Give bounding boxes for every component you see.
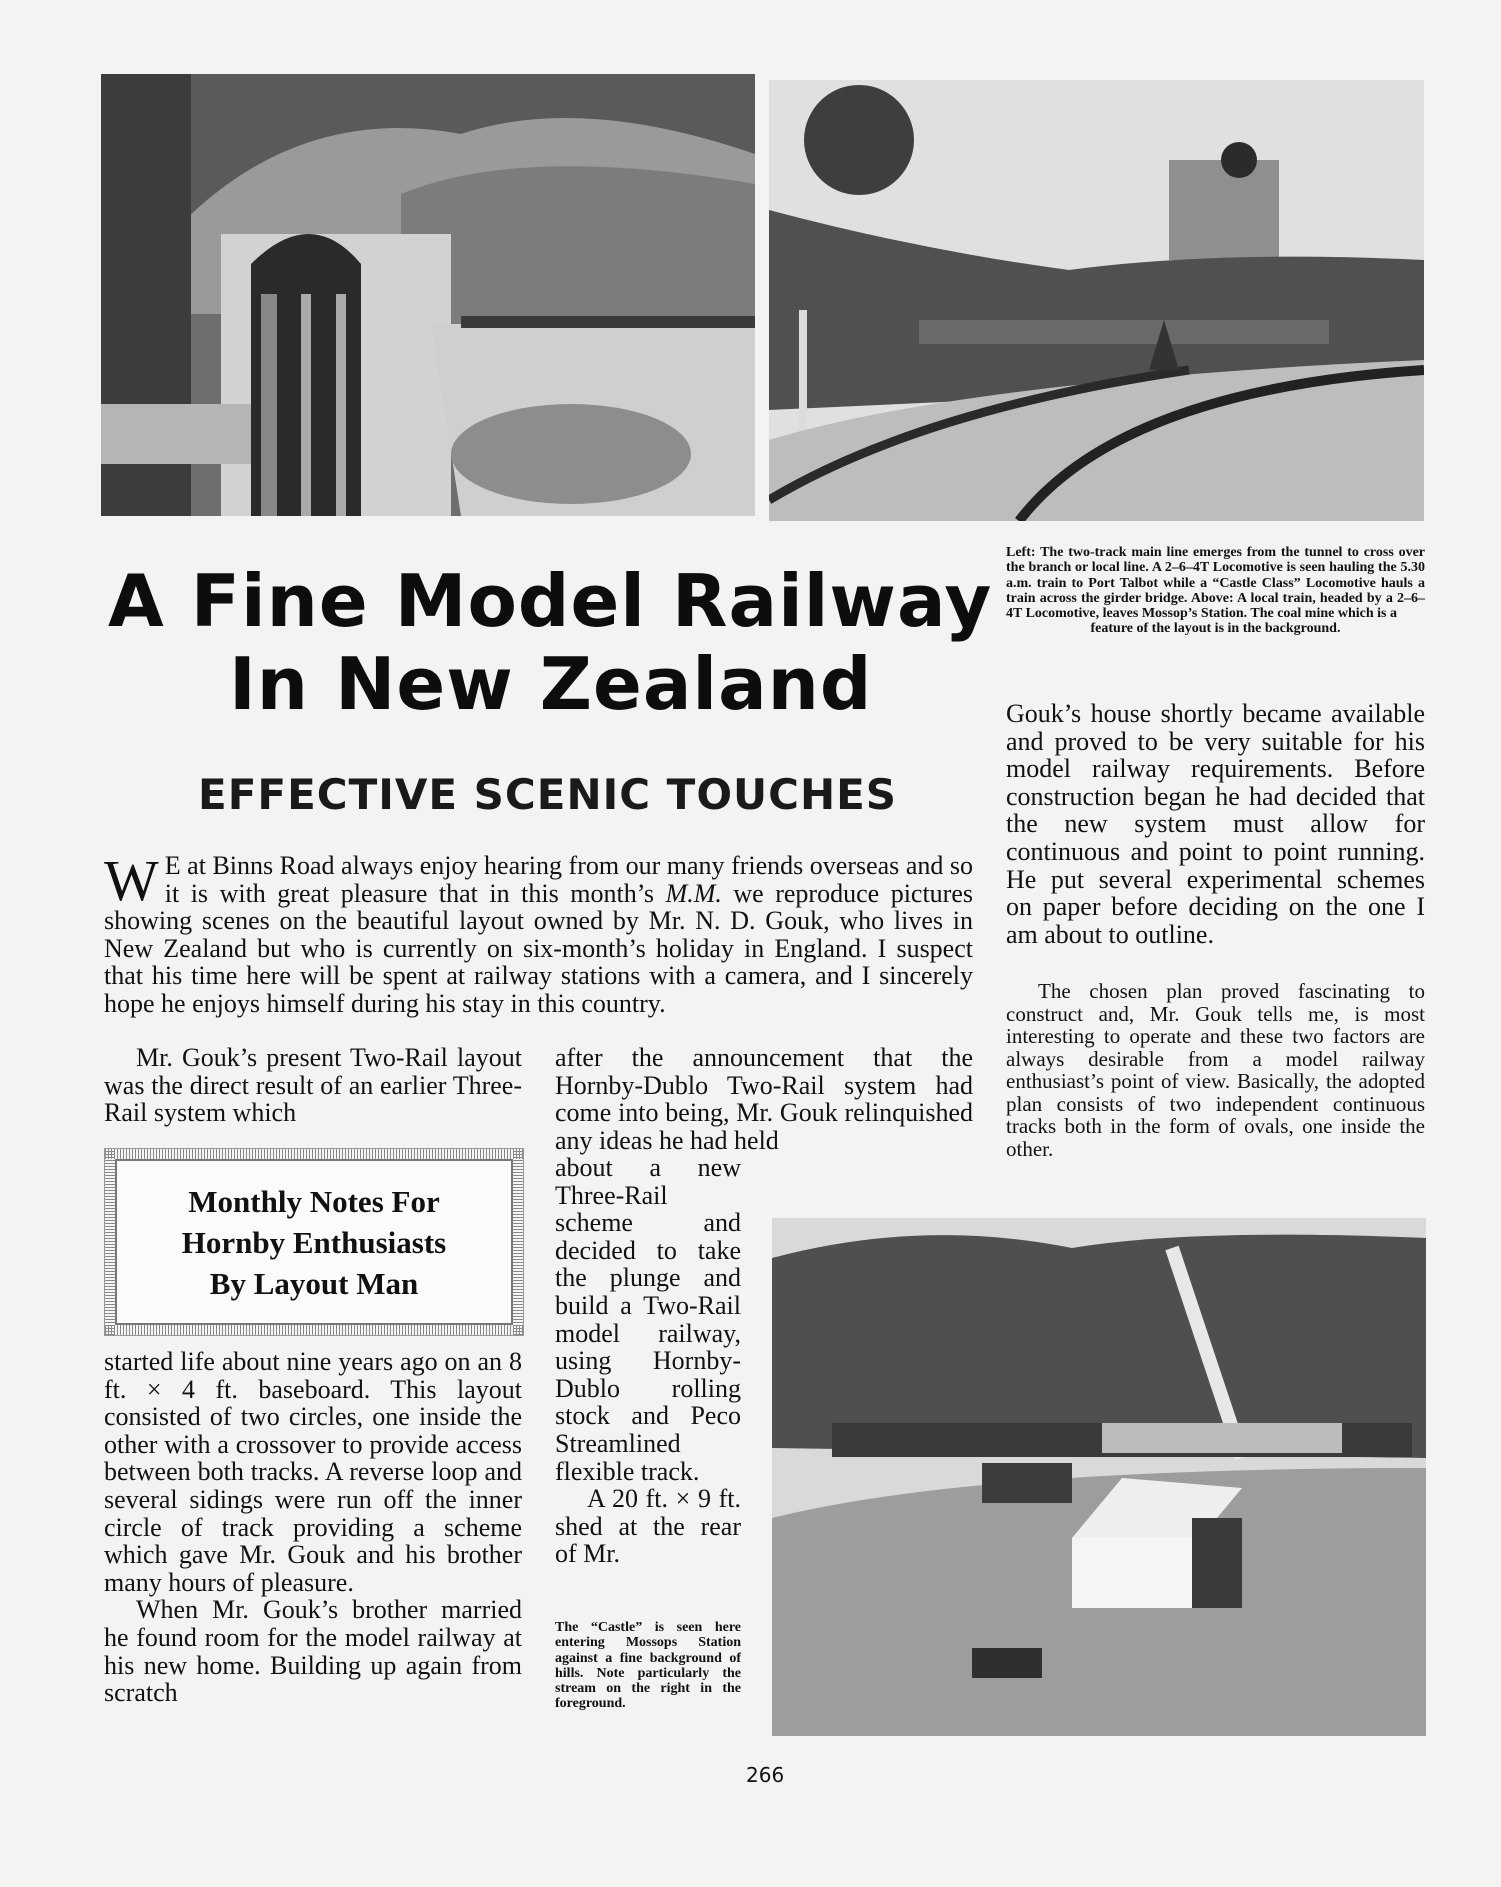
column-1-paragraph-1-cont: started life about nine years ago on an 8 ft. × 4 ft. baseboard. This layout consisted of two circles, one inside the other with a crossover to provide access between both tracks. A reverse loop and several sidings were run off the inner circle of track providing a scheme which gave Mr. Gouk and his brother many hours of pleasure. bbox=[104, 1347, 522, 1597]
intro-paragraph bbox=[104, 848, 973, 1018]
article-title-line1: A Fine Model Railway bbox=[108, 559, 993, 643]
column-2-paragraph-1-cont: about a new Three-Rail scheme and decided to take the plunge and build a Two-Rail model railway, using Hornby-Dublo rolling stock and Peco Streamlined flexible track. bbox=[555, 1153, 741, 1486]
notes-box-line-1: Monthly Notes For bbox=[188, 1183, 440, 1219]
article-subtitle: EFFECTIVE SCENIC TOUCHES bbox=[198, 770, 898, 819]
page-number: 266 bbox=[746, 1763, 785, 1787]
magazine-name: M.M. bbox=[665, 878, 722, 908]
caption-castle bbox=[555, 1620, 741, 1712]
article-title-line2: In New Zealand bbox=[229, 642, 873, 726]
notes-box-line-3: By Layout Man bbox=[209, 1265, 419, 1301]
column-2-narrow bbox=[555, 1154, 741, 1568]
column-1-bottom bbox=[104, 1348, 522, 1707]
column-2-paragraph-1: after the announcement that the Hornby-Dublo Two-Rail system had come into being, Mr. Gouk relinquished any ideas he had held bbox=[555, 1043, 973, 1155]
column-1-top bbox=[104, 1044, 522, 1127]
photo-castle-hills bbox=[772, 1218, 1426, 1736]
column-3-small-text bbox=[1006, 980, 1425, 1160]
photo-tunnel-bridge bbox=[101, 74, 755, 516]
column-3-paragraph-1: Gouk’s house shortly became available and proved to be very suitable for his model railway requirements. Before construction began he had decided that the new system must allow for continuous and point to point running. He put several experimental schemes on paper before deciding on the one I am about to outline. bbox=[1006, 699, 1425, 949]
caption-castle-text: The “Castle” is seen here entering Mossops Station against a fine background of hills. Note particularly the stream on the right in the foreground. bbox=[555, 1620, 741, 1712]
column-2-paragraph-2: A 20 ft. × 9 ft. shed at the rear of Mr. bbox=[555, 1484, 741, 1569]
column-3-text bbox=[1006, 700, 1425, 948]
column-2-top bbox=[555, 1044, 973, 1154]
column-1-paragraph-1: Mr. Gouk’s present Two-Rail layout was the direct result of an earlier Three-Rail system which bbox=[104, 1043, 522, 1128]
column-1-paragraph-2: When Mr. Gouk’s brother married he found room for the model railway at his new home. Building up again from scratch bbox=[104, 1595, 522, 1708]
photo-mossops-station bbox=[769, 80, 1424, 521]
caption-top-text-end: feature of the layout is in the background. bbox=[1090, 621, 1341, 637]
monthly-notes-box bbox=[104, 1148, 524, 1336]
column-3-paragraph-2: The chosen plan proved fascinating to construct and, Mr. Gouk tells me, is most interesting to operate and these two factors are always desirable from a model railway enthusiast’s point of view. Basically, the adopted plan consists of two independent continuous tracks both in the form of ovals, one inside the other. bbox=[1006, 979, 1425, 1161]
drop-cap: W bbox=[104, 848, 159, 913]
intro-text-2: we reproduce pictures showing scenes on the beautiful layout owned by Mr. N. D. Gouk, who lives in New Zealand but who is currently on six-month’s holiday in England. I suspect that his time here will be spent at railway stations with a camera, and I sincerely hope he enjoys himself during his stay in this country. bbox=[104, 878, 973, 1018]
notes-box-line-2: Hornby Enthusiasts bbox=[181, 1224, 447, 1260]
caption-top-photos bbox=[1006, 545, 1425, 637]
caption-top-text: Left: The two-track main line emerges from the tunnel to cross over the branch or local line. A 2–6–4T Locomotive is seen hauling the 5.30 a.m. train to Port Talbot while a “Castle Class” Locomotive hauls a train across the girder bridge. Above: A local train, headed by a 2–6–4T Locomotive, leaves Mossop’s Station. The coal mine which is a bbox=[1006, 545, 1425, 622]
intro-text-1: E at Binns Road always enjoy hearing from our many friends overseas and so it is with great pleasure that in this month’s bbox=[164, 851, 973, 908]
